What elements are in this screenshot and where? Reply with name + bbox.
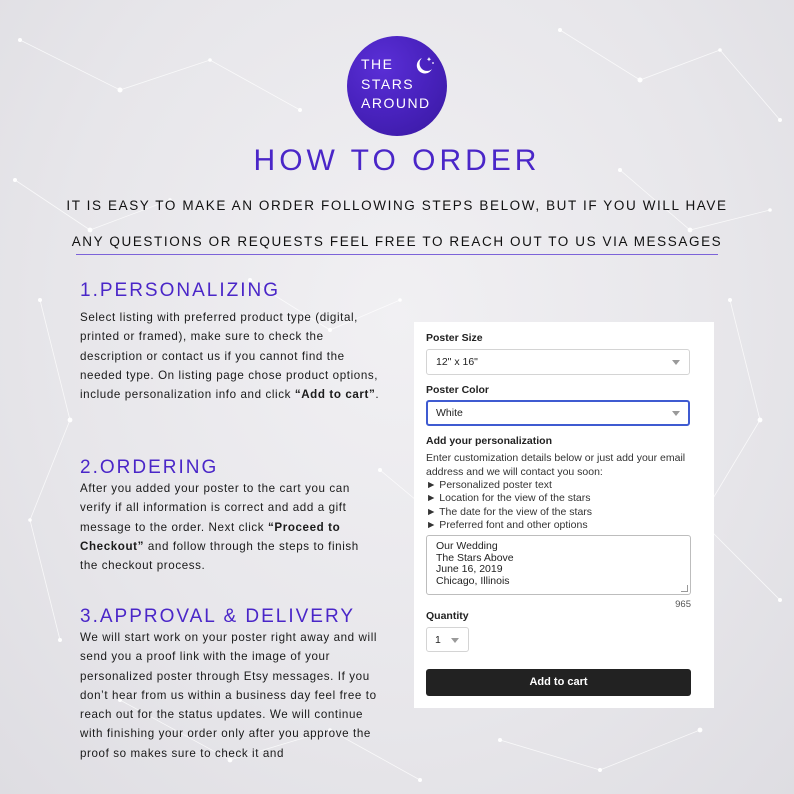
divider (76, 254, 718, 255)
personalization-instructions: Enter customization details below or just add your email address and we will contact you soon: (426, 452, 686, 478)
character-count: 965 (675, 599, 691, 610)
section-heading-ordering: 2.ORDERING (80, 457, 219, 478)
logo-line-2: STARS (361, 76, 415, 92)
section-text-ordering: After you added your poster to the cart you can verify if all information is correct and add a gift message to the order. Next click “Proceed to Checkout” and follow through the steps to finish the checkout process. (80, 482, 359, 573)
personalization-text: Our Wedding The Stars Above June 16, 2019 Chicago, Illinois (436, 540, 514, 587)
section-heading-personalizing: 1.PERSONALIZING (80, 280, 280, 301)
page-title: HOW TO ORDER (253, 144, 541, 177)
personalization-bullet: ► Location for the view of the stars (426, 492, 591, 504)
quantity-value: 1 (435, 634, 441, 646)
moon-and-stars-icon (413, 54, 435, 76)
add-to-cart-emphasis: “Add to cart” (294, 388, 376, 402)
chevron-down-icon (451, 638, 459, 643)
section-heading-approval-delivery: 3.APPROVAL & DELIVERY (80, 606, 356, 627)
proceed-to-checkout-emphasis: “Proceed to Checkout” (80, 520, 341, 553)
poster-color-label: Poster Color (426, 384, 490, 396)
quantity-select[interactable] (426, 627, 469, 652)
personalization-label: Add your personalization (426, 435, 553, 447)
logo-line-3: AROUND (361, 95, 431, 111)
personalization-textarea[interactable] (426, 535, 691, 595)
chevron-down-icon (672, 360, 680, 365)
poster-color-value: White (436, 407, 463, 419)
personalization-bullet: ► Preferred font and other options (426, 519, 588, 531)
brand-logo (347, 36, 447, 136)
chevron-down-icon (672, 411, 680, 416)
quantity-label: Quantity (426, 610, 469, 622)
personalization-bullet: ► The date for the view of the stars (426, 506, 593, 518)
poster-size-value: 12" x 16" (436, 356, 478, 368)
personalization-bullet: ► Personalized poster text (426, 479, 552, 491)
product-options-panel (414, 322, 714, 708)
page-subtitle: IT IS EASY TO MAKE AN ORDER FOLLOWING STEPS BELOW, BUT IF YOU WILL HAVE ANY QUESTIONS OR REQUESTS FEEL FREE TO REACH OUT TO US VIA MESSAGES (66, 198, 728, 249)
poster-size-select[interactable] (426, 349, 690, 375)
logo-line-1: THE (361, 56, 394, 72)
resize-handle-icon[interactable] (681, 585, 688, 592)
poster-color-select[interactable] (426, 400, 690, 426)
add-to-cart-button[interactable]: Add to cart (426, 669, 691, 696)
section-text-personalizing: Select listing with preferred product type (digital, printed or framed), make sure to check the description or contact us if you cannot find the needed type. On listing page chose product options, include personalization info and click “Add to cart”. (80, 311, 380, 402)
poster-size-label: Poster Size (426, 332, 483, 344)
section-text-approval-delivery: We will start work on your poster right away and will send you a proof link with the image of your personalized poster through Etsy messages. If you don’t hear from us within a business day feel free to reach out for the status updates. We will continue with finishing your order only after you approve the proof so makes sure to check it and (80, 631, 378, 760)
